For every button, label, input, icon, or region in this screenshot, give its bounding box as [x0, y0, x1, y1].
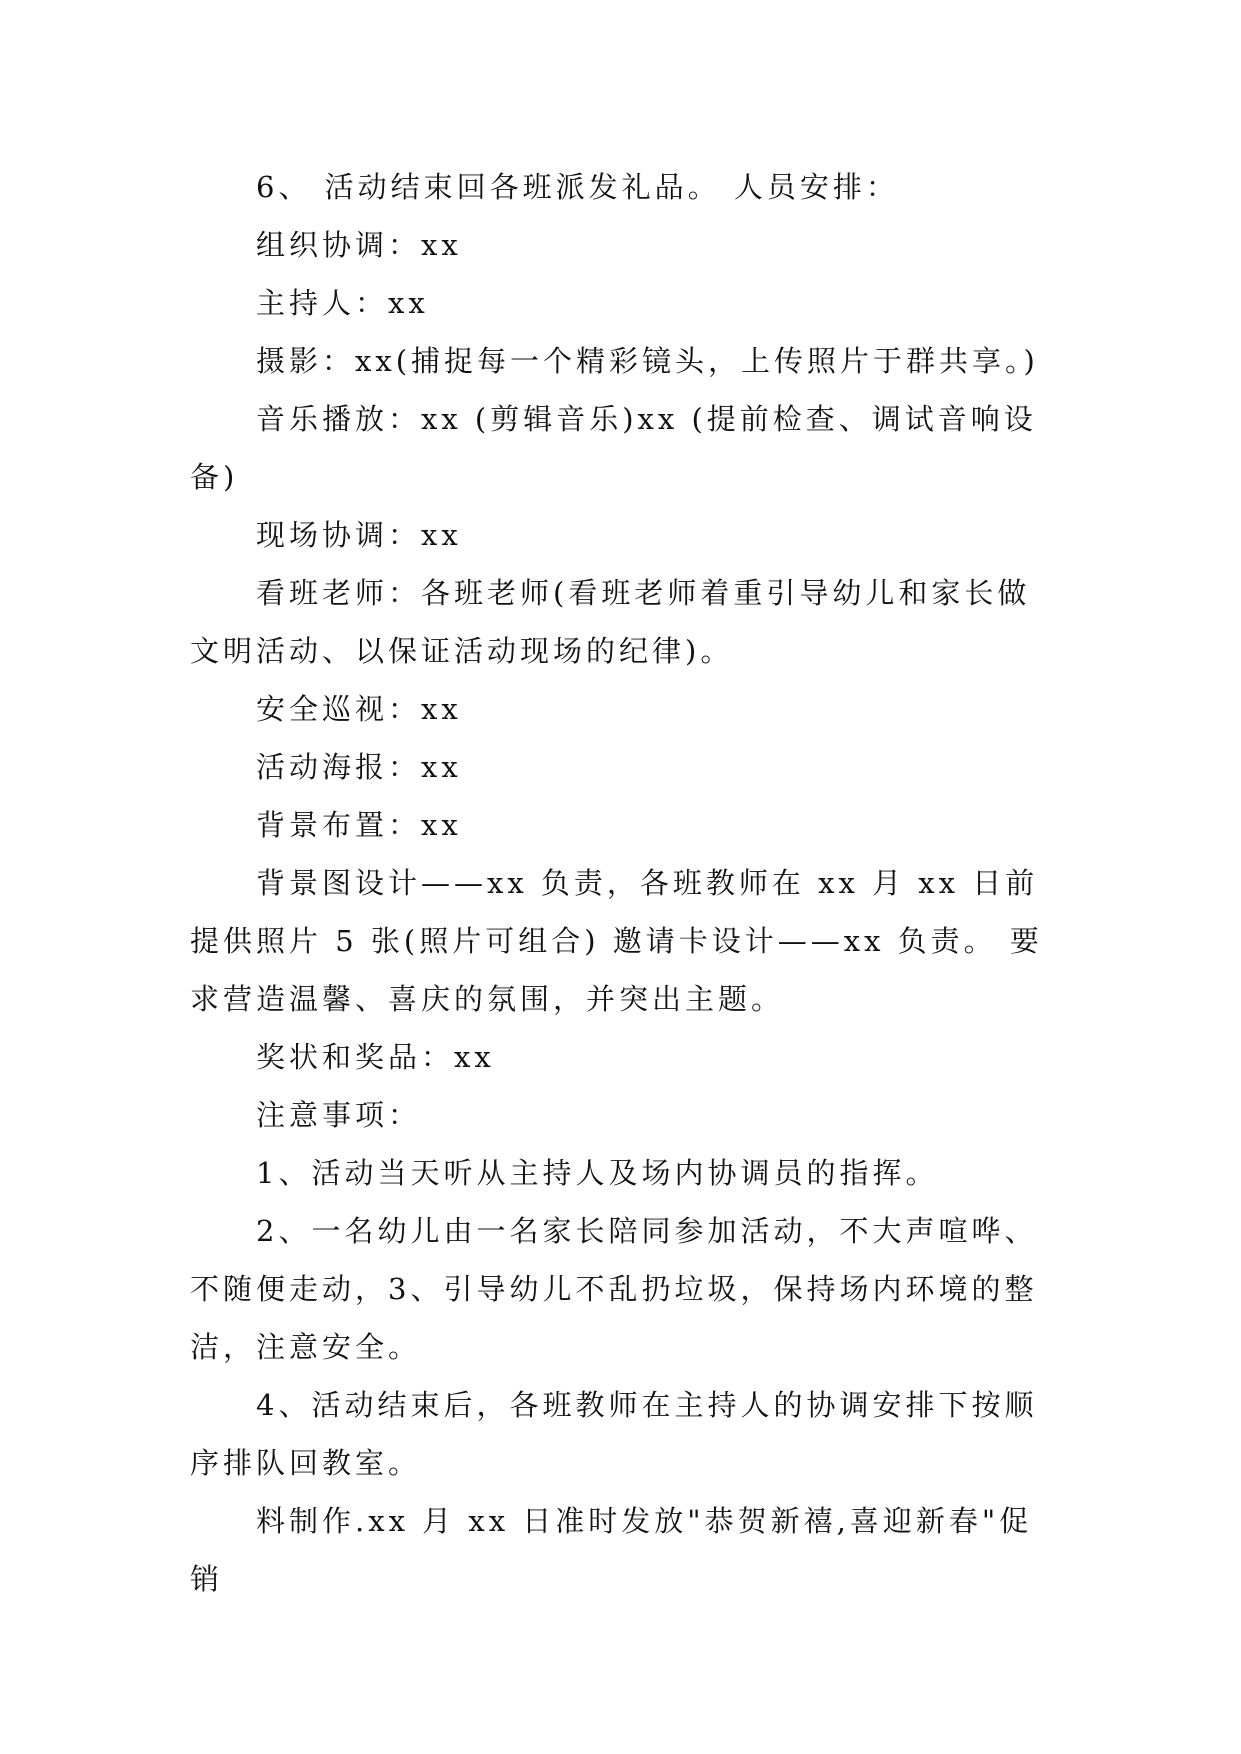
document-page — [190, 158, 1050, 1608]
paragraph-gift-distribution: 6、 活动结束回各班派发礼品。 人员安排： — [256, 170, 899, 204]
paragraph-awards: 奖状和奖品：xx — [256, 1040, 495, 1074]
paragraph-note-2-3: 2、一名幼儿由一名家长陪同参加活动，不大声喧哗、不随便走动，3、引导幼儿不乱扔垃圾，保持场内环境的整洁，注意安全。 — [190, 1214, 1038, 1364]
paragraph-notes-heading: 注意事项： — [256, 1098, 422, 1132]
paragraph-note-1: 1、活动当天听从主持人及场内协调员的指挥。 — [256, 1156, 939, 1190]
paragraph-photography: 摄影：xx(捕捉每一个精彩镜头，上传照片于群共享。) — [256, 344, 1039, 378]
paragraph-class-teachers: 看班老师：各班老师(看班老师着重引导幼儿和家长做文明活动、以保证活动现场的纪律)。 — [190, 576, 1031, 668]
paragraph-music: 音乐播放：xx (剪辑音乐)xx (提前检查、调试音响设备) — [190, 402, 1037, 494]
paragraph-poster: 活动海报：xx — [256, 750, 462, 784]
paragraph-background-design: 背景图设计——xx 负责，各班教师在 xx 月 xx 日前提供照片 5 张(照片可组合) 邀请卡设计——xx 负责。 要求营造温馨、喜庆的氛围，并突出主题。 — [190, 866, 1043, 1016]
paragraph-note-4: 4、活动结束后，各班教师在主持人的协调安排下按顺序排队回教室。 — [190, 1388, 1038, 1480]
paragraph-site-coordination: 现场协调：xx — [256, 518, 462, 552]
paragraph-materials: 料制作.xx 月 xx 日准时发放"恭贺新禧,喜迎新春"促销 — [190, 1504, 1033, 1596]
paragraph-organizer: 组织协调：xx — [256, 228, 462, 262]
paragraph-safety-patrol: 安全巡视：xx — [256, 692, 462, 726]
paragraph-background-setup: 背景布置：xx — [256, 808, 462, 842]
paragraph-host: 主持人：xx — [256, 286, 429, 320]
